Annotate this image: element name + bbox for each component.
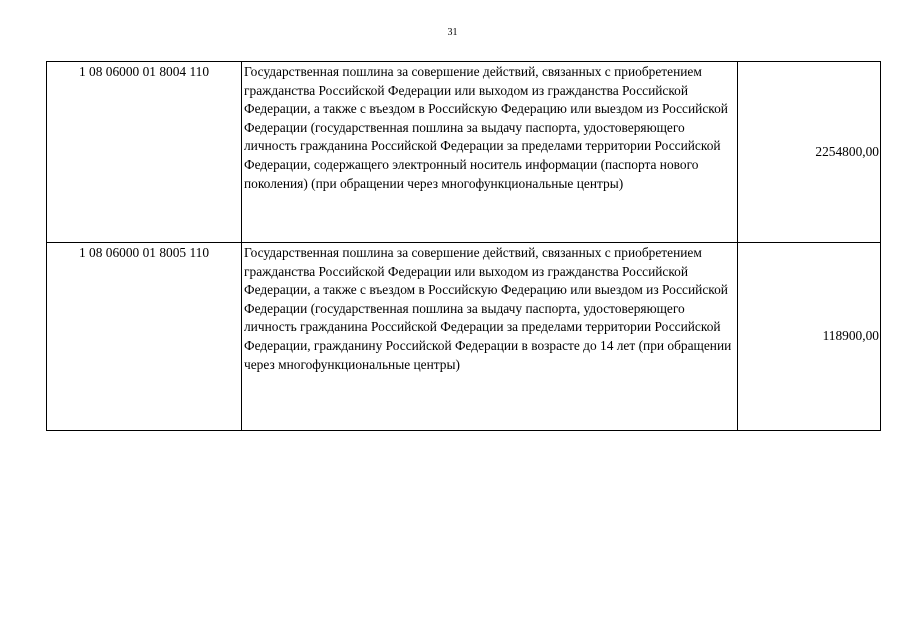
revenue-amount-cell: 2254800,00 bbox=[738, 62, 881, 243]
table-row bbox=[47, 243, 881, 431]
revenue-code-cell: 1 08 06000 01 8005 110 bbox=[47, 243, 242, 431]
revenue-amount-cell: 118900,00 bbox=[738, 243, 881, 431]
table-row bbox=[47, 62, 881, 243]
revenue-description-cell: Государственная пошлина за совершение действий, связанных с приобретением гражданства Российской Федерации или выходом из гражданства Российской Федерации, а также с въездом в Российскую Федерацию или выездом из Российской Федерации (государственная пошлина за выдачу паспорта, удостоверяющего личность гражданина Российской Федерации за пределами территории Российской Федерации, содержащего электронный носитель информации (паспорта нового поколения) (при обращении через многофункциональные центры) bbox=[242, 62, 738, 243]
revenue-code-cell: 1 08 06000 01 8004 110 bbox=[47, 62, 242, 243]
revenue-description-cell: Государственная пошлина за совершение действий, связанных с приобретением гражданства Российской Федерации или выходом из гражданства Российской Федерации, а также с въездом в Российскую Федерацию или выездом из Российской Федерации (государственная пошлина за выдачу паспорта, удостоверяющего личность гражданина Российской Федерации за пределами территории Российской Федерации, гражданину Российской Федерации в возрасте до 14 лет (при обращении через многофункциональные центры) bbox=[242, 243, 738, 431]
budget-revenue-table bbox=[46, 61, 881, 431]
page-number: 31 bbox=[447, 27, 458, 38]
